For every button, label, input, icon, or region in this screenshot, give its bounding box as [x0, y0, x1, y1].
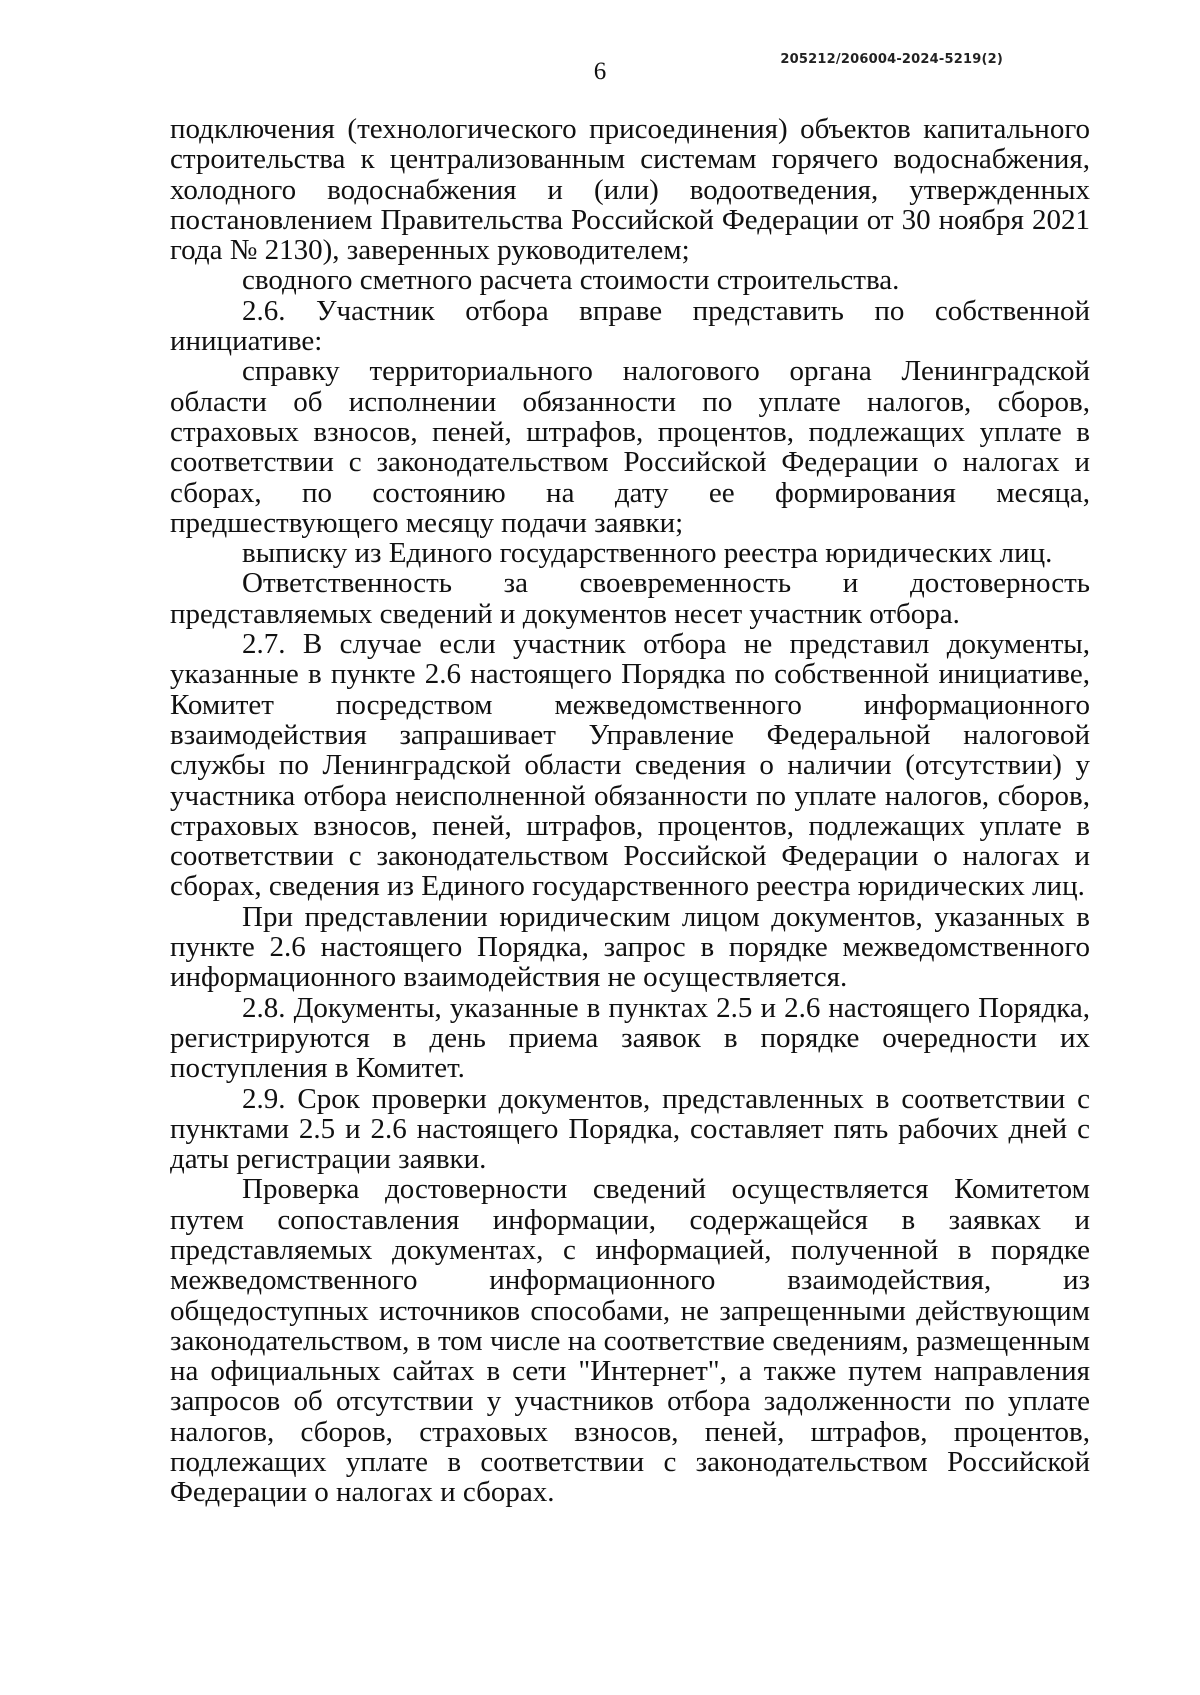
paragraph-2-6: 2.6. Участник отбора вправе представить по собственной инициативе: [170, 294, 1090, 358]
paragraph-interagency-request: При представлении юридическим лицом документов, указанных в пункте 2.6 настоящего Порядка, запрос в порядке межведомственного информационного взаимодействия не осуществляется. [170, 900, 1090, 994]
paragraph-2-9: 2.9. Срок проверки документов, представленных в соответствии с пунктами 2.5 и 2.6 настоящего Порядка, составляет пять рабочих дней с даты регистрации заявки. [170, 1082, 1090, 1176]
document-body [170, 114, 1090, 1508]
paragraph-registry-extract: выписку из Единого государственного реестра юридических лиц. [242, 537, 1053, 570]
paragraph-tax-certificate: справку территориального налогового органа Ленинградской области об исполнении обязанности по уплате налогов, сборов, страховых взносов, пеней, штрафов, процентов, подлежащих уплате в соответствии с законодательством Российской Федерации о налогах и сборах, по состоянию на дату ее формирования месяца, предшествующего месяцу подачи заявки; [170, 355, 1090, 539]
paragraph-2-7: 2.7. В случае если участник отбора не представил документы, указанные в пункте 2.6 настоящего Порядка по собственной инициативе, Комитет посредством межведомственного информационного взаимодействия запрашивает Управление Федеральной налоговой службы по Ленинградской области сведения о наличии (отсутствии) у участника отбора неисполненной обязанности по уплате налогов, сборов, страховых взносов, пеней, штрафов, процентов, подлежащих уплате в соответствии с законодательством Российской Федерации о налогах и сборах, сведения из Единого государственного реестра юридических лиц. [170, 628, 1090, 903]
page-number: 6 [593, 58, 607, 85]
paragraph-2-8: 2.8. Документы, указанные в пунктах 2.5 и 2.6 настоящего Порядка, регистрируются в день приема заявок в порядке очередности их поступления в Комитет. [170, 991, 1090, 1085]
paragraph-continuation: подключения (технологического присоединения) объектов капитального строительства к централизованным системам горячего водоснабжения, холодного водоснабжения и (или) водоотведения, утвержденных постановлением Правительства Российской Федерации от 30 ноября 2021 года № 2130), заверенных руководителем; [170, 113, 1090, 267]
paragraph-verification: Проверка достоверности сведений осуществляется Комитетом путем сопоставления информации, содержащейся в заявках и представляемых документах, с информацией, полученной в порядке межведомственного информационного взаимодействия, из общедоступных источников способами, не запрещенными действующим законодательством, в том числе на соответствие сведениям, размещенным на официальных сайтах в сети "Интернет", а также путем направления запросов об отсутствии у участников отбора задолженности по уплате налогов, сборов, страховых взносов, пеней, штрафов, процентов, подлежащих уплате в соответствии с законодательством Российской Федерации о налогах и сборах. [170, 1173, 1090, 1509]
paragraph-responsibility: Ответственность за своевременность и достоверность представляемых сведений и документов несет участник отбора. [170, 567, 1090, 630]
document-registration-number: 205212/206004-2024-5219(2) [780, 52, 1003, 67]
paragraph-summary-estimate: сводного сметного расчета стоимости строительства. [242, 264, 900, 297]
